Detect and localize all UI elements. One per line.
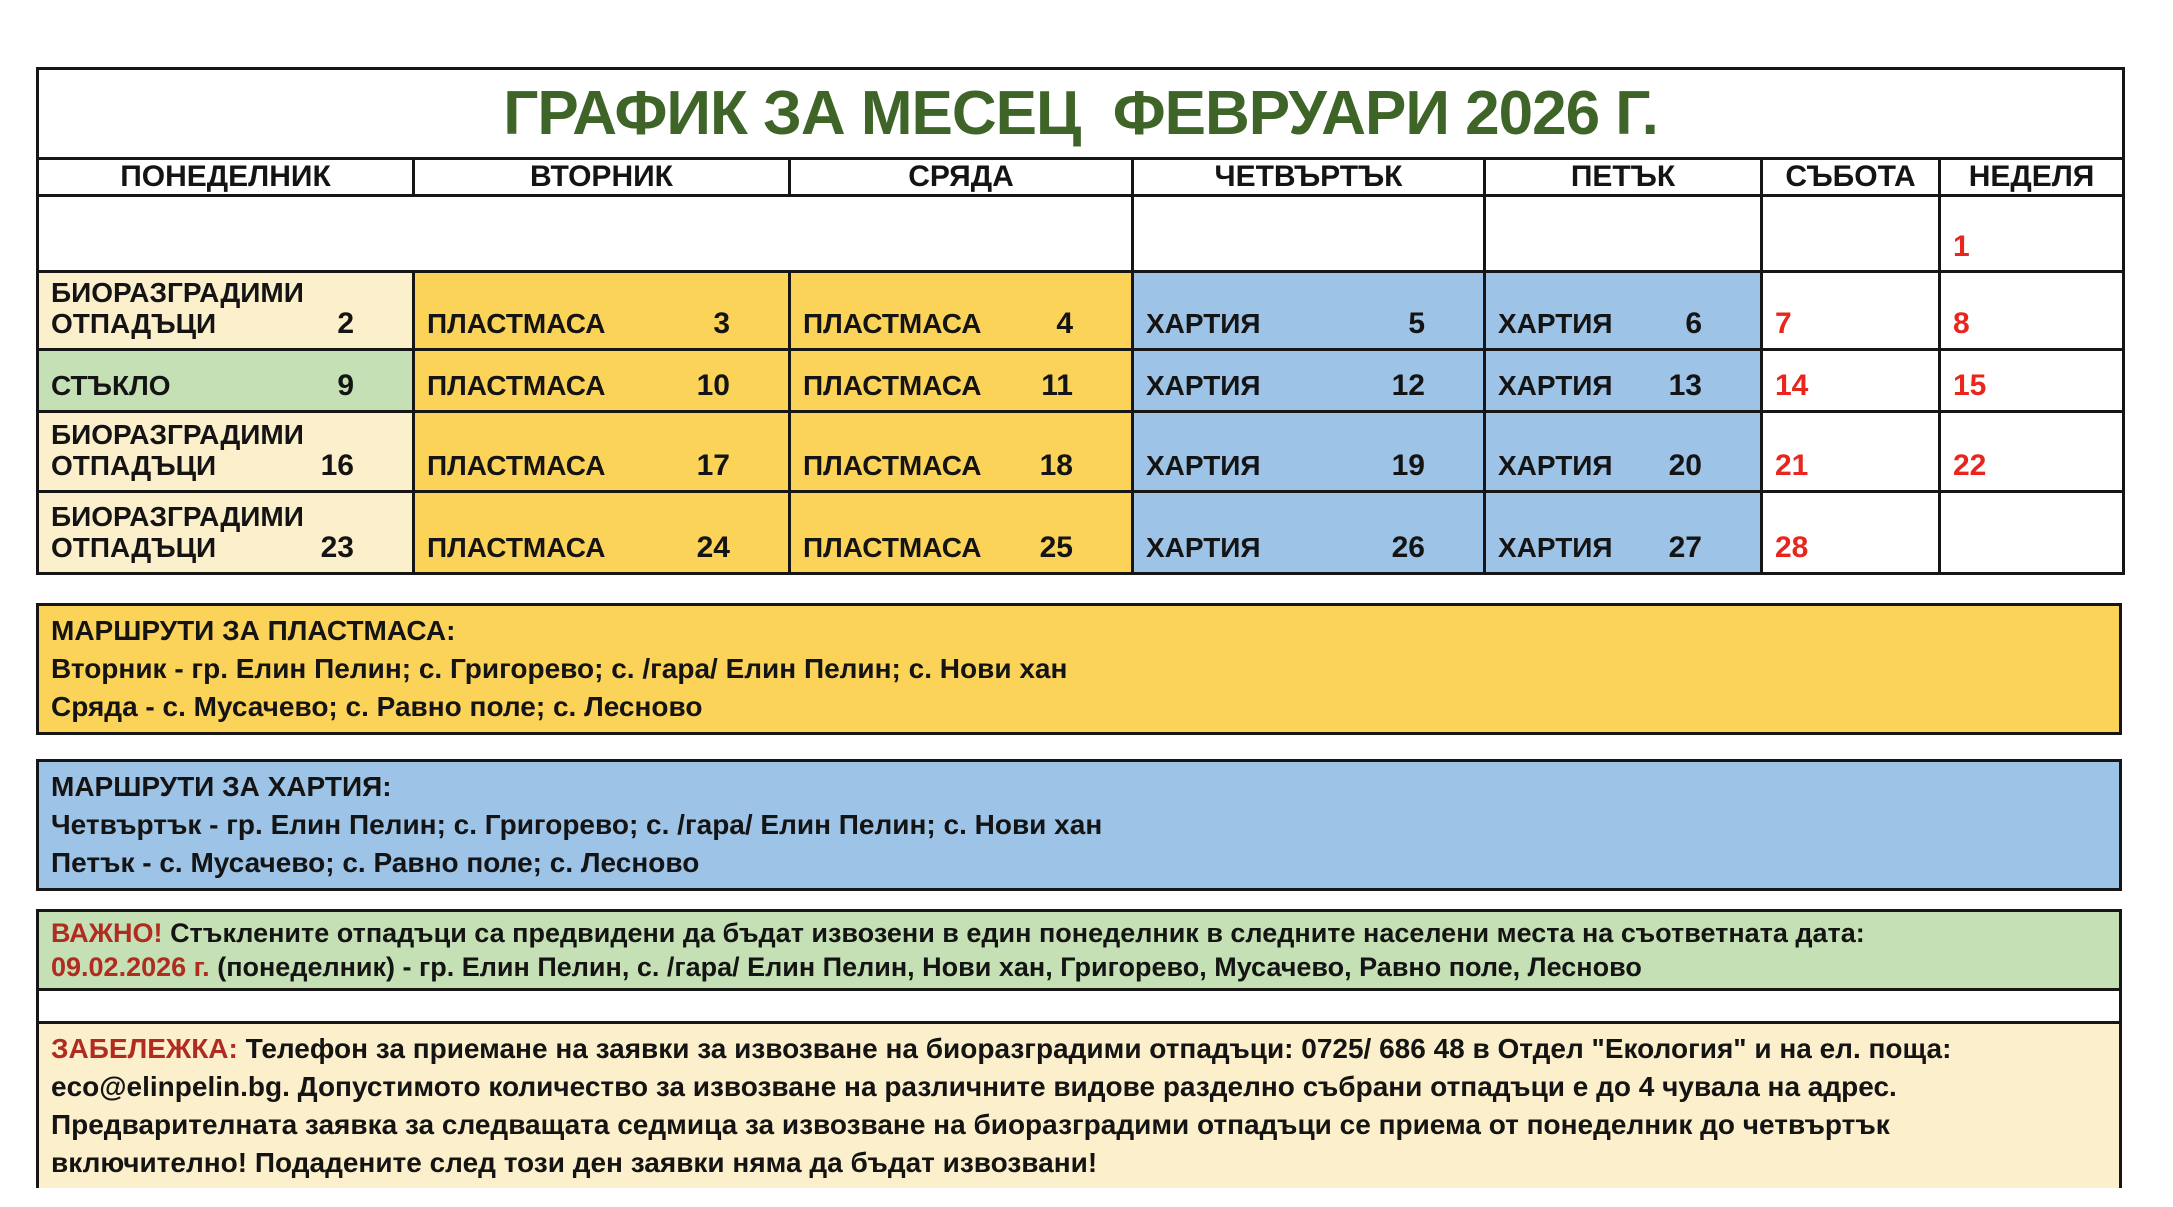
waste-type-label: ПЛАСТМАСА [427, 532, 606, 564]
calendar-cell [1485, 491, 1762, 573]
empty-spacer-row [36, 991, 2122, 1021]
calendar-cell [38, 411, 414, 491]
calendar-cell [414, 349, 790, 411]
cell-content [1953, 308, 2110, 340]
date-number: 13 [1668, 369, 1702, 403]
date-number: 6 [1685, 307, 1702, 341]
cell-content [803, 370, 1119, 402]
waste-type-label: ХАРТИЯ [1498, 308, 1613, 340]
waste-type-label: СТЪКЛО [51, 370, 171, 402]
day-header: ПОНЕДЕЛНИК [38, 159, 414, 196]
waste-type-label: ХАРТИЯ [1146, 450, 1261, 482]
cell-content [1498, 308, 1748, 340]
day-header: ПЕТЪК [1485, 159, 1762, 196]
week-row [38, 349, 2124, 411]
important-label: ВАЖНО! [51, 917, 163, 948]
page-title: ГРАФИК ЗА МЕСЕЦ ФЕВРУАРИ 2026 Г. [38, 69, 2124, 159]
calendar-cell [1940, 491, 2124, 573]
cell-content [427, 532, 776, 564]
note-box [36, 1021, 2122, 1188]
date-number: 17 [696, 449, 730, 483]
date-number: 4 [1056, 307, 1073, 341]
calendar-cell [414, 491, 790, 573]
cell-content [1775, 370, 1926, 402]
paper-routes-box [36, 759, 2122, 891]
date-number: 1 [1953, 229, 1970, 263]
date-number: 26 [1391, 531, 1425, 565]
waste-type-label: ПЛАСТМАСА [803, 370, 982, 402]
calendar-cell [1133, 411, 1485, 491]
cell-content [1146, 532, 1471, 564]
calendar-cell [1133, 349, 1485, 411]
note-label: ЗАБЕЛЕЖКА: [51, 1032, 238, 1064]
date-number: 20 [1668, 449, 1702, 483]
calendar-cell [1762, 349, 1940, 411]
calendar-cell [790, 491, 1133, 573]
calendar-cell [1485, 411, 1762, 491]
day-header: ЧЕТВЪРТЪК [1133, 159, 1485, 196]
date-number: 3 [713, 307, 730, 341]
waste-type-label: ХАРТИЯ [1498, 532, 1613, 564]
date-number: 19 [1391, 449, 1425, 483]
plastic-routes-line-tuesday: Вторник - гр. Елин Пелин; с. Григорево; с. /гара/ Елин Пелин; с. Нови хан [51, 652, 1068, 684]
calendar-cell [414, 272, 790, 350]
cell-content [427, 308, 776, 340]
date-number: 8 [1953, 307, 1970, 341]
calendar-cell [1485, 196, 1762, 272]
calendar-cell [1762, 196, 1940, 272]
calendar-body [38, 196, 2124, 574]
important-date: 09.02.2026 г. [51, 951, 210, 982]
cell-content [51, 419, 400, 482]
date-number: 7 [1775, 307, 1792, 341]
calendar-cell [1485, 349, 1762, 411]
date-number: 14 [1775, 369, 1809, 403]
date-number: 5 [1408, 307, 1425, 341]
cell-content [51, 501, 400, 564]
waste-type-label: БИОРАЗГРАДИМИ ОТПАДЪЦИ [51, 277, 304, 340]
calendar-cell [1133, 272, 1485, 350]
waste-type-label: БИОРАЗГРАДИМИ ОТПАДЪЦИ [51, 419, 304, 482]
cell-content [1775, 532, 1926, 564]
cell-content [1953, 450, 2110, 482]
calendar-cell [38, 491, 414, 573]
calendar-cell [1940, 349, 2124, 411]
week-row [38, 196, 2124, 272]
date-number: 24 [696, 531, 730, 565]
plastic-routes-title: МАРШРУТИ ЗА ПЛАСТМАСА: [51, 614, 456, 646]
date-number: 11 [1041, 369, 1073, 403]
schedule-page [36, 67, 2122, 1188]
calendar-cell [1762, 491, 1940, 573]
calendar-cell [1940, 196, 2124, 272]
calendar-cell [38, 272, 414, 350]
calendar-cell [790, 349, 1133, 411]
calendar-cell [790, 272, 1133, 350]
calendar-cell [1940, 272, 2124, 350]
waste-type-label: ПЛАСТМАСА [803, 450, 982, 482]
date-number: 23 [320, 531, 354, 565]
date-number: 21 [1775, 449, 1809, 483]
calendar-cell [1485, 272, 1762, 350]
date-number: 18 [1039, 449, 1073, 483]
calendar-cell [790, 411, 1133, 491]
cell-content [1146, 370, 1471, 402]
waste-type-label: ПЛАСТМАСА [427, 450, 606, 482]
day-header: ВТОРНИК [414, 159, 790, 196]
waste-type-label: ХАРТИЯ [1146, 308, 1261, 340]
calendar-cell [1762, 272, 1940, 350]
calendar-cell [38, 349, 414, 411]
note-line-1 [51, 1030, 2107, 1068]
cell-content [1953, 370, 2110, 402]
waste-type-label: ПЛАСТМАСА [803, 308, 982, 340]
waste-type-label: ХАРТИЯ [1498, 370, 1613, 402]
calendar-cell [1133, 491, 1485, 573]
day-header: СРЯДА [790, 159, 1133, 196]
paper-routes-line-thursday: Четвъртък - гр. Елин Пелин; с. Григорево; с. /гара/ Елин Пелин; с. Нови хан [51, 808, 1103, 840]
cell-content [1498, 532, 1748, 564]
paper-routes-title: МАРШРУТИ ЗА ХАРТИЯ: [51, 770, 392, 802]
waste-type-label: ПЛАСТМАСА [427, 308, 606, 340]
important-line-2 [51, 950, 2107, 984]
calendar-cell [1133, 196, 1485, 272]
cell-content [1775, 308, 1926, 340]
day-header-row [38, 159, 2124, 196]
date-number: 2 [337, 307, 354, 341]
date-number: 12 [1391, 369, 1425, 403]
important-glass-box [36, 909, 2122, 991]
waste-type-label: ХАРТИЯ [1146, 370, 1261, 402]
week-row [38, 411, 2124, 491]
cell-content [1953, 231, 2110, 263]
date-number: 9 [337, 369, 354, 403]
date-number: 15 [1953, 369, 1987, 403]
important-text-2: (понеделник) - гр. Елин Пелин, с. /гара/ Елин Пелин, Нови хан, Григорево, Мусачево, Равно поле, Лесново [217, 951, 1642, 982]
cell-content [803, 532, 1119, 564]
plastic-routes-line-wednesday: Сряда - с. Мусачево; с. Равно поле; с. Лесново [51, 690, 703, 722]
cell-content [427, 450, 776, 482]
cell-content [1146, 308, 1471, 340]
note-line-2: eco@elinpelin.bg. Допустимото количество за извозване на различните видове разделно събрани отпадъци е до 4 чувала на адрес. [51, 1070, 1897, 1102]
cell-content [1146, 450, 1471, 482]
date-number: 22 [1953, 449, 1987, 483]
important-line-1 [51, 916, 2107, 950]
note-line-3: Предварителната заявка за следващата седмица за извозване на биоразградими отпадъци се приема от понеделник до четвъртък [51, 1108, 1890, 1140]
cell-content [1498, 450, 1748, 482]
title-row [38, 69, 2124, 159]
paper-routes-line-friday: Петък - с. Мусачево; с. Равно поле; с. Лесново [51, 846, 700, 878]
calendar-cell [1940, 411, 2124, 491]
week-row [38, 272, 2124, 350]
plastic-routes-box [36, 603, 2122, 735]
note-line-4: включително! Подадените след този ден заявки няма да бъдат извозвани! [51, 1146, 1098, 1178]
date-number: 10 [696, 369, 730, 403]
calendar-cell [414, 411, 790, 491]
calendar-table [36, 67, 2125, 575]
waste-type-label: ХАРТИЯ [1498, 450, 1613, 482]
cell-content [427, 370, 776, 402]
waste-type-label: ПЛАСТМАСА [803, 532, 982, 564]
cell-content [1775, 450, 1926, 482]
week-row [38, 491, 2124, 573]
calendar-cell [38, 196, 1133, 272]
waste-type-label: ПЛАСТМАСА [427, 370, 606, 402]
note-text-1: Телефон за приемане на заявки за извозване на биоразградими отпадъци: 0725/ 686 48 в Отдел "Екология" и на ел. поща: [245, 1032, 1952, 1064]
waste-type-label: БИОРАЗГРАДИМИ ОТПАДЪЦИ [51, 501, 304, 564]
cell-content [51, 277, 400, 340]
important-text-1: Стъклените отпадъци са предвидени да бъдат извозени в един понеделник в следните населени места на съответната дата: [170, 917, 1865, 948]
date-number: 28 [1775, 531, 1809, 565]
cell-content [803, 450, 1119, 482]
day-header: СЪБОТА [1762, 159, 1940, 196]
cell-content [803, 308, 1119, 340]
cell-content [1498, 370, 1748, 402]
date-number: 16 [320, 449, 354, 483]
calendar-cell [1762, 411, 1940, 491]
date-number: 27 [1668, 531, 1702, 565]
waste-type-label: ХАРТИЯ [1146, 532, 1261, 564]
date-number: 25 [1039, 531, 1073, 565]
day-header: НЕДЕЛЯ [1940, 159, 2124, 196]
cell-content [51, 370, 400, 402]
